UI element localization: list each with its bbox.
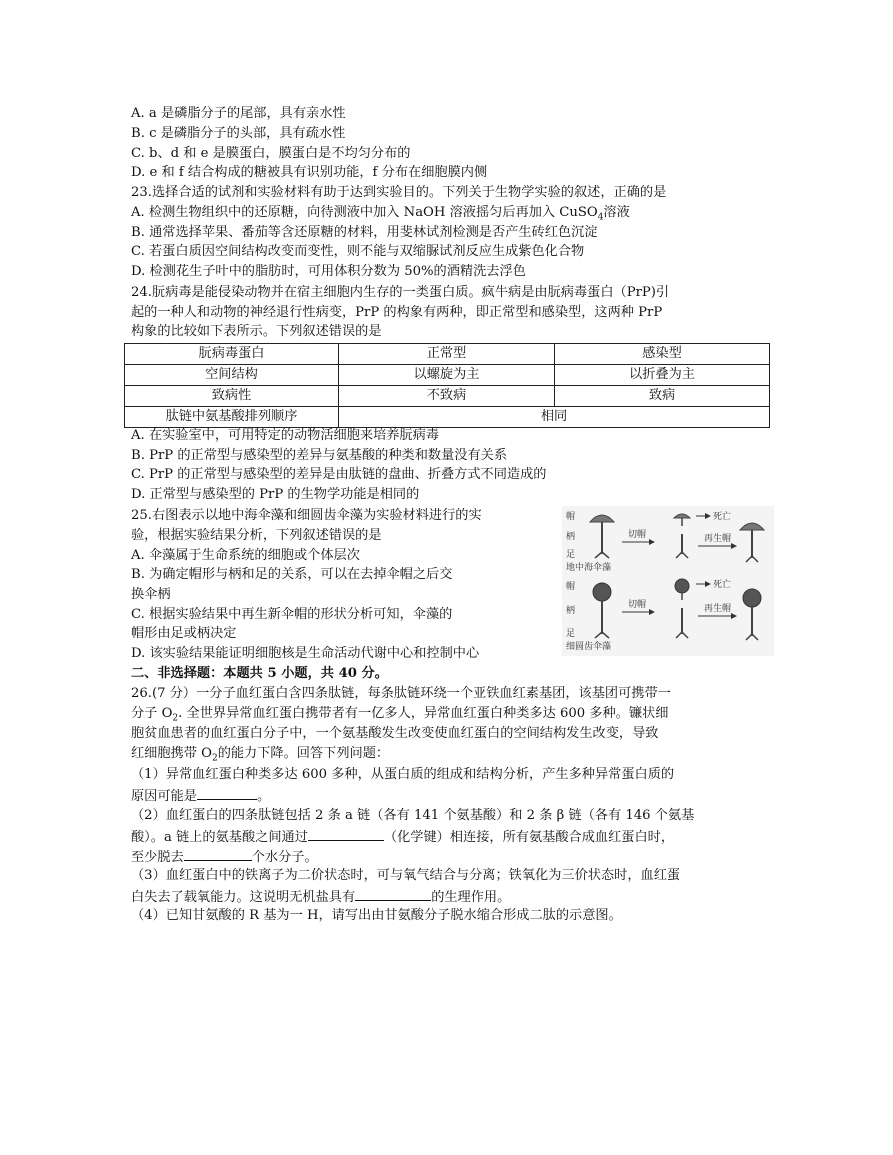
table-row <box>125 407 770 428</box>
table-cell: 肽链中氨基酸排列顺序 <box>125 407 339 428</box>
label-regen-2: 再生帽 <box>704 604 732 614</box>
q23-option-b: B. 通常选择苹果、番茄等含还原糖的材料，用斐林试剂检测是否产生砖红色沉淀 <box>131 225 598 240</box>
q26-sub2-text-d: 个水分子。 <box>251 850 318 865</box>
q24-option-d: D. 正常型与感染型的 PrP 的生物学功能是相同的 <box>131 487 420 502</box>
table-header-cell: 正常型 <box>339 344 555 365</box>
q25-option-a: A. 伞藻属于生命系统的细胞或个体层次 <box>131 548 360 563</box>
label-death-2: 死亡 <box>713 580 732 590</box>
q26-para-line2-a: 分子 O <box>131 706 173 721</box>
label-cap-2: 帽 <box>566 582 576 592</box>
q26-sub3-text: 白失去了载氧能力。这说明无机盐具有 <box>131 890 356 905</box>
q23-option-d: D. 检测花生子叶中的脂肪时，可用体积分数为 50%的酒精洗去浮色 <box>131 264 526 279</box>
table-cell: 空间结构 <box>125 365 339 386</box>
q26-sub3-line2 <box>131 886 510 908</box>
q26-sub1-end: 。 <box>256 789 271 804</box>
q22-option-c: C. b、d 和 e 是膜蛋白，膜蛋白是不均匀分布的 <box>131 146 411 161</box>
q24-stem-line1: 24.朊病毒是能侵染动物并在宿主细胞内生存的一类蛋白质。疯牛病是由朊病毒蛋白（PrP)引 <box>131 285 670 300</box>
q25-option-c: C. 根据实验结果中再生新伞帽的形状分析可知，伞藻的 <box>131 607 453 622</box>
q26-sub2-text-c: 至少脱去 <box>131 850 184 865</box>
q25-stem-line2: 验，根据实验结果分析，下列叙述错误的是 <box>131 528 382 543</box>
label-species2: 细圆齿伞藻 <box>566 642 612 652</box>
acetabularia-experiment-figure <box>562 506 774 656</box>
oxygen-subscript: 2 <box>172 713 179 724</box>
q26-sub2-text: 酸）。a 链上的氨基酸之间通过 <box>131 830 308 845</box>
section-heading: 二、非选择题：本题共 5 小题，共 40 分。 <box>131 666 388 681</box>
answer-blank[interactable] <box>184 846 252 861</box>
label-stalk: 柄 <box>566 532 576 542</box>
oxygen-subscript: 2 <box>211 753 218 764</box>
q22-option-a: A. a 是磷脂分子的尾部，具有亲水性 <box>131 106 346 121</box>
label-stalk-2: 柄 <box>566 606 576 616</box>
answer-blank[interactable] <box>308 826 384 841</box>
q24-stem-line3: 构象的比较如下表所示。下列叙述错误的是 <box>131 324 382 339</box>
detached-flower-cap-icon <box>675 579 689 593</box>
table-cell: 相同 <box>339 407 770 428</box>
q23-option-a-subscript: 4 <box>597 212 604 223</box>
flower-cap-icon <box>593 583 611 601</box>
q24-option-c: C. PrP 的正常型与感染型的差异是由肽链的盘曲、折叠方式不同造成的 <box>131 467 547 482</box>
table-cell: 以折叠为主 <box>555 365 770 386</box>
table-cell: 致病 <box>555 386 770 407</box>
q24-option-a: A. 在实验室中，可用特定的动物活细胞来培养朊病毒 <box>131 428 440 443</box>
q26-para-line4-b: 的能力下降。回答下列问题： <box>217 746 390 761</box>
q26-sub1-text: 原因可能是 <box>131 789 197 804</box>
label-cap: 帽 <box>566 512 576 522</box>
q25-option-b-cont: 换伞柄 <box>131 587 171 602</box>
q26-para-line4-a: 红细胞携带 O <box>131 746 212 761</box>
q26-sub2-line2 <box>131 826 674 848</box>
table-row <box>125 365 770 386</box>
q26-sub2-line1: （2）血红蛋白的四条肽链包括 2 条 a 链（各有 141 个氨基酸）和 2 条 β 链（各有 146 个氨基 <box>131 808 695 823</box>
label-death-1: 死亡 <box>713 512 732 522</box>
table-cell: 以螺旋为主 <box>339 365 555 386</box>
q24-stem-line2: 起的一种人和动物的神经退行性病变，PrP 的构象有两种，即正常型和感染型，这两种 PrP <box>131 305 663 320</box>
q25-option-b: B. 为确定帽形与柄和足的关系，可以在去掉伞帽之后交 <box>131 567 453 582</box>
q26-sub3-line1: （3）血红蛋白中的铁离子为二价状态时，可与氧气结合与分离；铁氧化为三价状态时，血红蛋 <box>131 868 681 883</box>
q26-para-line2-b: . 全世界异常血红蛋白携带者有一亿多人，异常血红蛋白种类多达 600 多种。镰状细 <box>178 706 669 721</box>
q23-option-a-tail: 溶液 <box>603 205 630 220</box>
q26-sub1-line1: （1）异常血红蛋白种类多达 600 多种，从蛋白质的组成和结构分析，产生多种异常蛋白质的 <box>131 767 675 782</box>
table-header-row <box>125 344 770 365</box>
q25-option-d: D. 该实验结果能证明细胞核是生命活动代谢中心和控制中心 <box>131 646 480 661</box>
label-foot: 足 <box>566 550 576 560</box>
q26-sub2-text-b: （化学键）相连接，所有氨基酸合成血红蛋白时， <box>383 830 675 845</box>
table-row <box>125 386 770 407</box>
q23-option-a-text: A. 检测生物组织中的还原糖，向待测液中加入 NaOH 溶液摇匀后再加入 CuSO <box>131 205 598 220</box>
q22-option-d: D. e 和 f 结合构成的糖被具有识别功能，f 分布在细胞膜内侧 <box>131 165 488 180</box>
q26-para-line3: 胞贫血患者的血红蛋白分子中，一个氨基酸发生改变使血红蛋白的空间结构发生改变，导致 <box>131 726 659 741</box>
table-header-cell: 朊病毒蛋白 <box>125 344 339 365</box>
q26-sub3-text-b: 的生理作用。 <box>431 890 511 905</box>
prp-comparison-table <box>124 343 770 428</box>
q26-para-line1: 26.(7 分）一分子血红蛋白含四条肽链，每条肽链环绕一个亚铁血红素基团，该基团可携带一 <box>131 686 671 701</box>
q26-sub1-line2 <box>131 785 270 807</box>
q23-stem: 23.选择合适的试剂和实验材料有助于达到实验目的。下列关于生物学实验的叙述，正确的是 <box>131 185 667 200</box>
q22-option-b: B. c 是磷脂分子的头部，具有疏水性 <box>131 126 346 141</box>
label-cut-2: 切帽 <box>628 600 647 610</box>
q23-option-c: C. 若蛋白质因空间结构改变而变性，则不能与双缩脲试剂反应生成紫色化合物 <box>131 244 585 259</box>
label-species1: 地中海伞藻 <box>566 563 612 573</box>
q26-sub4: （4）已知甘氨酸的 R 基为一 H，请写出由甘氨酸分子脱水缩合形成二肽的示意图。 <box>131 908 622 923</box>
q26-sub2-line3 <box>131 846 318 868</box>
table-cell: 致病性 <box>125 386 339 407</box>
regenerated-flower-cap-icon <box>743 589 761 607</box>
table-cell: 不致病 <box>339 386 555 407</box>
label-cut-1: 切帽 <box>628 530 647 540</box>
answer-blank[interactable] <box>197 785 257 800</box>
label-foot-2: 足 <box>566 629 576 639</box>
q25-option-c-cont: 帽形由足或柄决定 <box>131 626 237 641</box>
q25-stem-line1: 25.右图表示以地中海伞藻和细圆齿伞藻为实验材料进行的实 <box>131 508 482 523</box>
answer-blank[interactable] <box>355 886 431 901</box>
table-header-cell: 感染型 <box>555 344 770 365</box>
label-regen-1: 再生帽 <box>704 534 732 544</box>
q24-option-b: B. PrP 的正常型与感染型的差异与氨基酸的种类和数量没有关系 <box>131 448 508 463</box>
